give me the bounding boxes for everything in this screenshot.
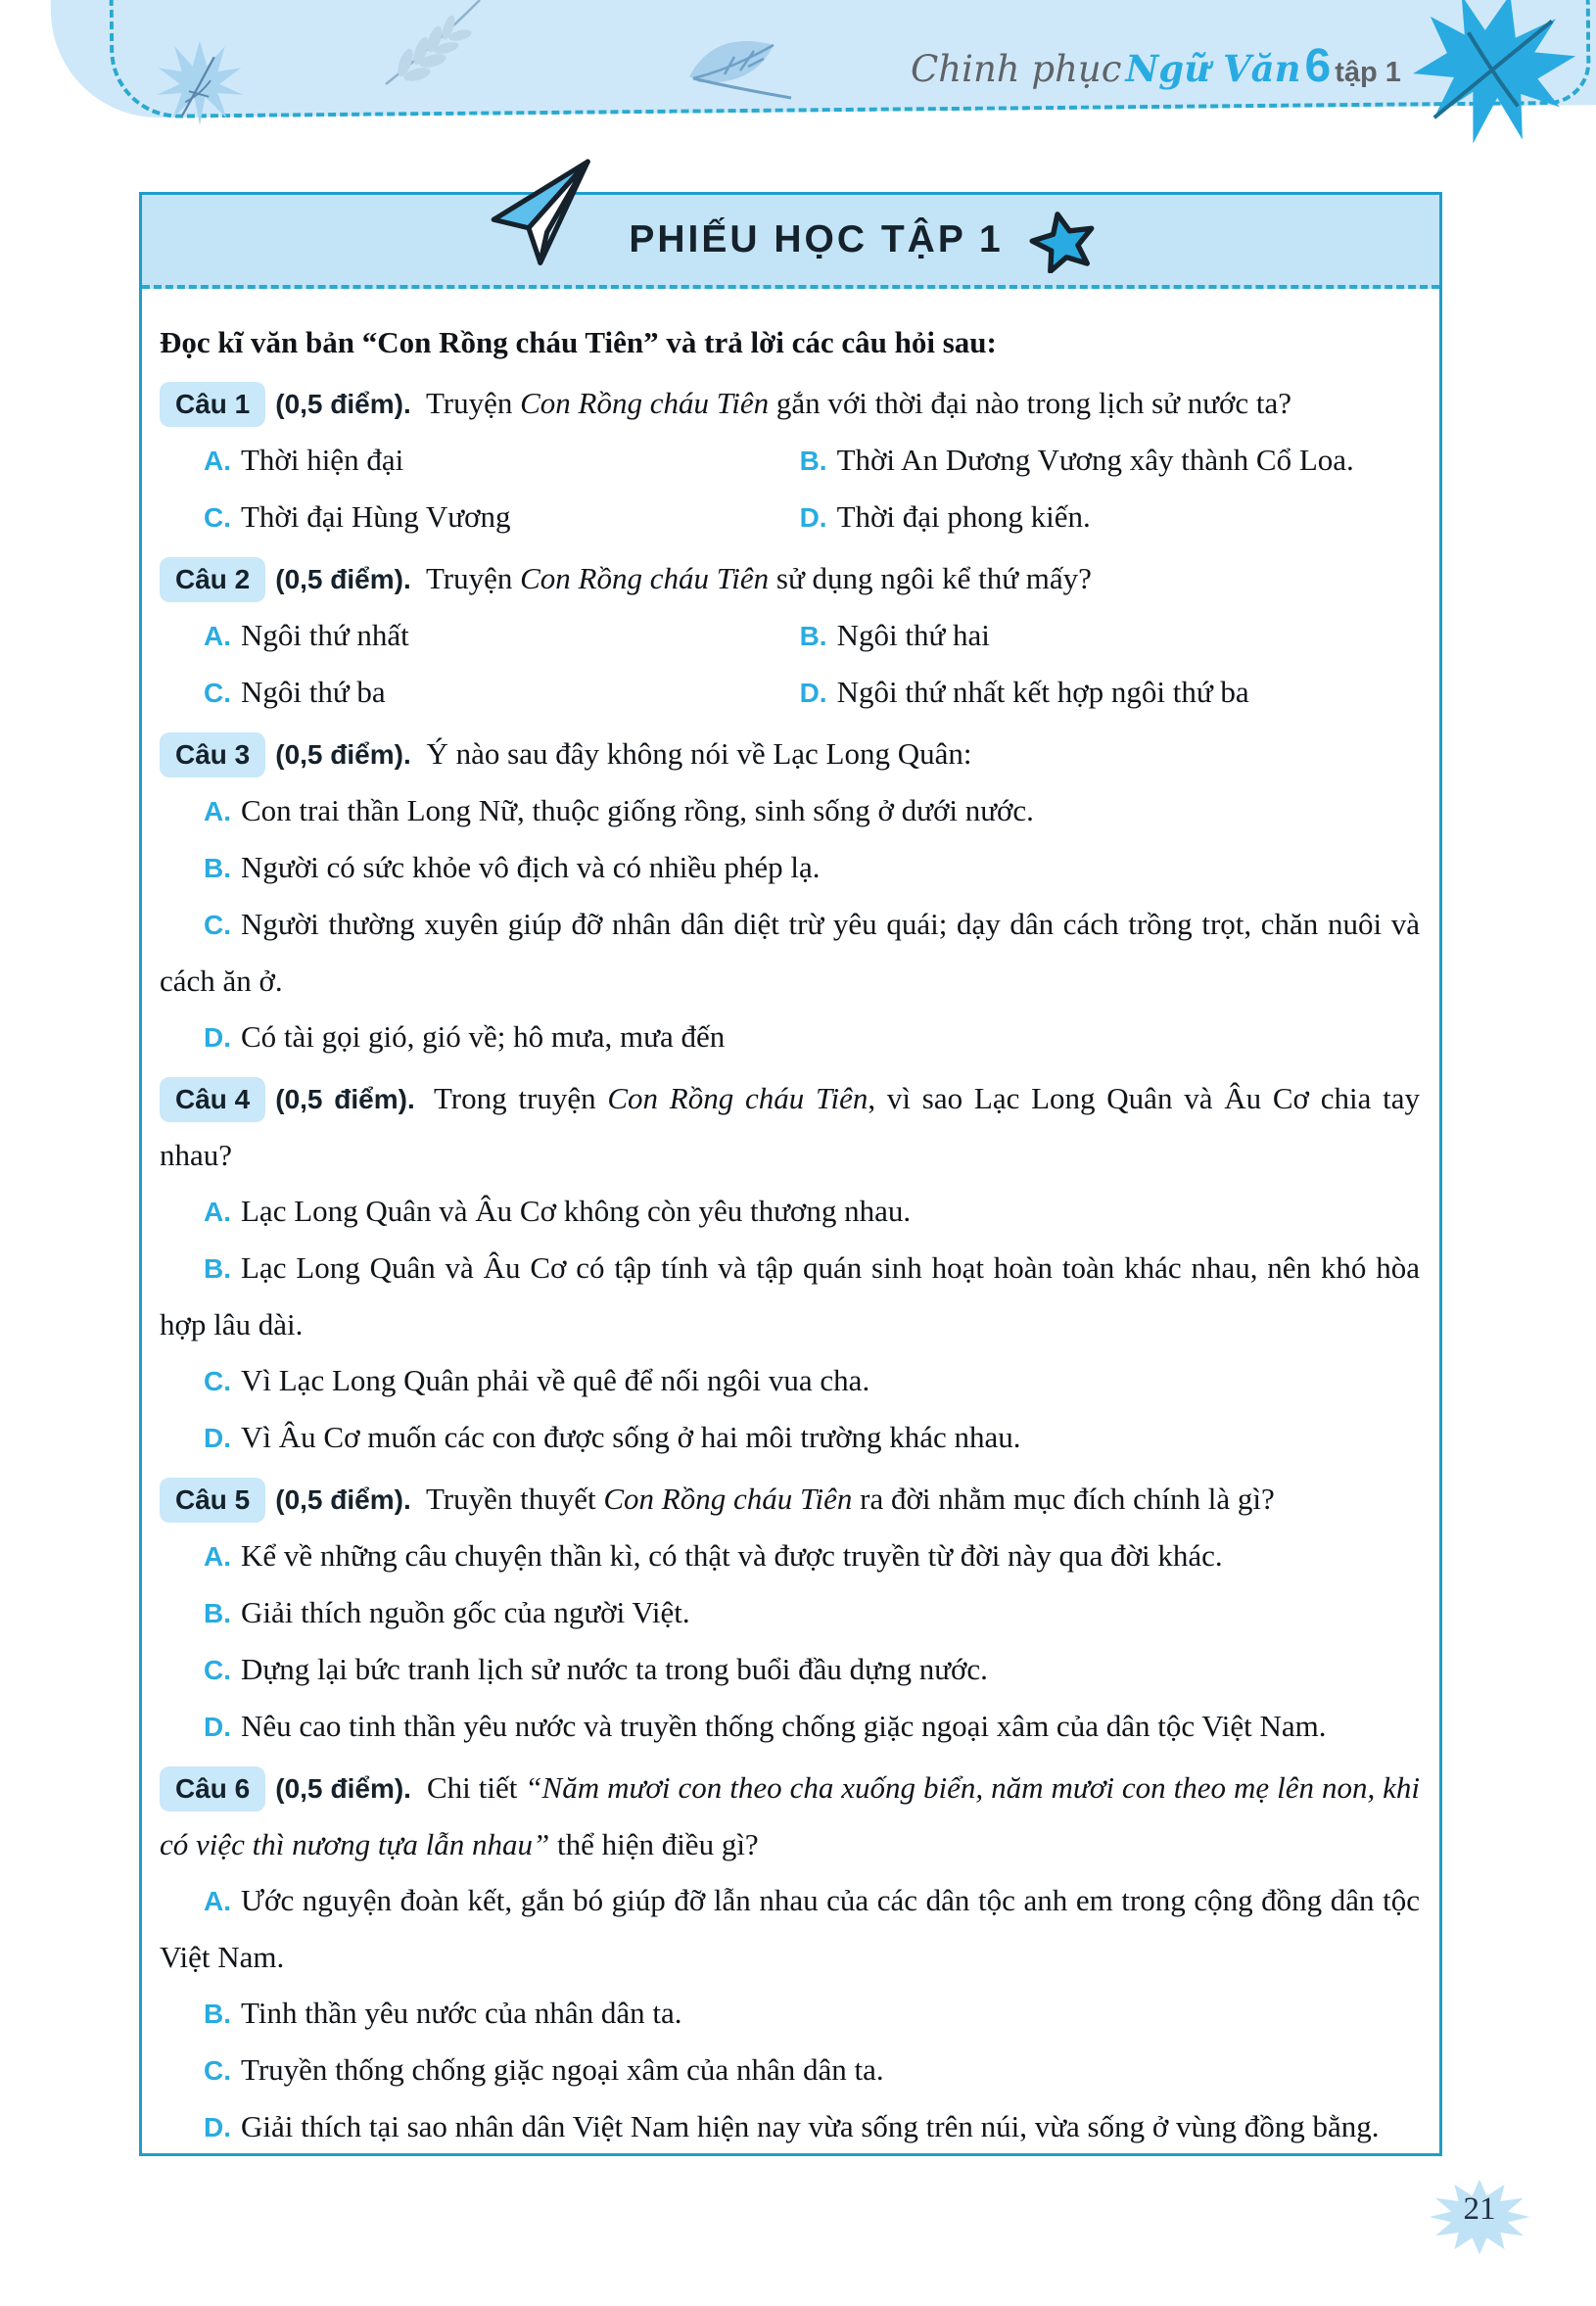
option-letter: B. <box>204 1999 231 2029</box>
stem-text: Trong truyện <box>433 1081 608 1115</box>
option-letter: A. <box>204 796 231 826</box>
option-a: A. Ngôi thứ nhất <box>204 618 409 652</box>
option-letter: C. <box>204 1366 231 1396</box>
option-d: D. Nêu cao tinh thần yêu nước và truyền thống chống giặc ngoại xâm của dân tộc Việt Nam. <box>204 1709 1327 1743</box>
option-letter: A. <box>204 1197 231 1227</box>
option-letter: D. <box>204 1022 231 1053</box>
option-letter: C. <box>204 502 231 533</box>
options <box>160 1183 1420 1466</box>
star-icon <box>1029 211 1098 273</box>
stem-text: Truyền thuyết <box>425 1482 604 1516</box>
option-letter: C. <box>204 1655 231 1685</box>
option-b: B. Thời An Dương Vương xây thành Cổ Loa. <box>799 443 1354 477</box>
options <box>160 432 1420 545</box>
options <box>160 1872 1420 2155</box>
option-d: D. Có tài gọi gió, gió về; hô mưa, mưa đến <box>204 1019 726 1054</box>
option-letter: D. <box>204 1712 231 1742</box>
option-letter: C. <box>204 2055 231 2086</box>
stem-text: thể hiện điều gì? <box>549 1827 759 1861</box>
option-letter: B. <box>204 1598 231 1628</box>
option-c: C. Vì Lạc Long Quân phải về quê để nối ngôi vua cha. <box>204 1363 870 1397</box>
stem-text: Truyện <box>425 386 521 420</box>
brand-name: Ngữ Văn <box>1125 47 1301 90</box>
option-d: D. Ngôi thứ nhất kết hợp ngôi thứ ba <box>799 675 1249 709</box>
option-letter: A. <box>204 1541 231 1572</box>
worksheet-banner <box>142 195 1439 289</box>
option-letter: C. <box>204 910 231 940</box>
question-badge: Câu 4 <box>160 1077 265 1122</box>
option-d: D. Giải thích tại sao nhân dân Việt Nam hiện nay vừa sống trên núi, vừa sống ở vùng đồng bằng. <box>204 2109 1380 2143</box>
option-letter: B. <box>204 1253 231 1284</box>
stem-text: gắn với thời đại nào trong lịch sử nước ta? <box>769 386 1292 420</box>
question-points: (0,5 điểm). <box>275 1484 411 1515</box>
question-badge: Câu 3 <box>160 732 265 777</box>
option-letter: C. <box>204 678 231 708</box>
question-badge: Câu 6 <box>160 1766 265 1812</box>
option-b: B. Người có sức khỏe vô địch và có nhiều phép lạ. <box>204 850 821 884</box>
option-a: A. Ước nguyện đoàn kết, gắn bó giúp đỡ lẫn nhau của các dân tộc anh em trong cộng đồng dân tộc Việt Nam. <box>160 1883 1420 1974</box>
brand-suffix: tập 1 <box>1335 57 1401 88</box>
stem-text: , vì sao Lạc Long Quân và Âu Cơ chia tay nhau? <box>160 1081 1420 1172</box>
instructions: Đọc kĩ văn bản “Con Rồng cháu Tiên” và trả lời các câu hỏi sau: <box>160 325 997 359</box>
stem-text: Con Rồng cháu Tiên <box>607 1081 868 1115</box>
option-a: A. Kể về những câu chuyện thần kì, có thật và được truyền từ đời này qua đời khác. <box>204 1538 1223 1573</box>
stem-text: Con Rồng cháu Tiên <box>520 561 770 595</box>
worksheet-content <box>142 289 1439 2155</box>
question-badge: Câu 1 <box>160 382 265 427</box>
option-b: B. Tinh thần yêu nước của nhân dân ta. <box>204 1996 682 2030</box>
stem-text: Chi tiết <box>426 1770 526 1805</box>
paper-plane-icon <box>484 153 603 280</box>
book-brand <box>911 39 1401 93</box>
option-c: C. Ngôi thứ ba <box>204 675 386 709</box>
option-a: A. Thời hiện đại <box>204 443 404 477</box>
question-badge: Câu 5 <box>160 1478 265 1523</box>
question-stem <box>160 1070 1420 1183</box>
option-d: D. Thời đại phong kiến. <box>799 499 1091 534</box>
question-3 <box>160 726 1420 1065</box>
question-stem <box>160 1760 1420 1872</box>
question-points: (0,5 điểm). <box>275 1773 411 1804</box>
option-letter: A. <box>204 621 231 651</box>
option-letter: B. <box>204 853 231 883</box>
fern-leaf-icon <box>378 0 486 88</box>
option-letter: A. <box>204 446 231 476</box>
brand-number: 6 <box>1304 40 1332 92</box>
option-b: B. Lạc Long Quân và Âu Cơ có tập tính và tập quán sinh hoạt hoàn toàn khác nhau, nên khó hòa hợp lâu dài. <box>160 1250 1420 1341</box>
option-c: C. Thời đại Hùng Vương <box>204 499 511 534</box>
question-5 <box>160 1471 1420 1755</box>
option-b: B. Ngôi thứ hai <box>799 618 990 652</box>
questions <box>160 375 1420 2155</box>
question-6 <box>160 1760 1420 2155</box>
leaf-icon <box>685 37 795 106</box>
question-stem <box>160 550 1420 607</box>
option-letter: D. <box>799 502 827 533</box>
worksheet-box <box>139 192 1442 2156</box>
question-stem <box>160 375 1420 432</box>
options <box>160 607 1420 721</box>
option-letter: D. <box>204 2112 231 2142</box>
option-c: C. Người thường xuyên giúp đỡ nhân dân diệt trừ yêu quái; dạy dân cách trồng trọt, chăn nuôi và cách ăn ở. <box>160 907 1420 998</box>
option-letter: D. <box>799 678 827 708</box>
option-letter: A. <box>204 1886 231 1916</box>
question-stem <box>160 726 1420 782</box>
options <box>160 1528 1420 1755</box>
question-points: (0,5 điểm). <box>275 389 411 419</box>
page-number: 21 <box>1463 2191 1496 2227</box>
question-stem <box>160 1471 1420 1528</box>
stem-text: ra đời nhằm mục đích chính là gì? <box>852 1482 1275 1516</box>
question-points: (0,5 điểm). <box>275 564 411 594</box>
question-points: (0,5 điểm). <box>275 739 411 770</box>
option-d: D. Vì Âu Cơ muốn các con được sống ở hai môi trường khác nhau. <box>204 1420 1021 1454</box>
question-4 <box>160 1070 1420 1466</box>
page-number-splash <box>1426 2170 1533 2264</box>
options <box>160 782 1420 1065</box>
question-2 <box>160 550 1420 721</box>
stem-text: Con Rồng cháu Tiên <box>520 386 770 420</box>
stem-text: “Năm mươi con theo cha xuống biển, năm mươi con theo mẹ lên non, khi có việc thì nương tựa lẫn nhau” <box>160 1770 1421 1861</box>
question-badge: Câu 2 <box>160 557 265 602</box>
stem-text: Ý nào sau đây không nói về Lạc Long Quân: <box>426 736 972 771</box>
option-letter: B. <box>799 621 827 651</box>
stem-text: sử dụng ngôi kể thứ mấy? <box>769 561 1092 595</box>
option-b: B. Giải thích nguồn gốc của người Việt. <box>204 1595 690 1629</box>
option-letter: D. <box>204 1423 231 1453</box>
option-c: C. Truyền thống chống giặc ngoại xâm của nhân dân ta. <box>204 2052 884 2087</box>
stem-text: Truyện <box>425 561 521 595</box>
maple-leaf-icon <box>1369 0 1596 149</box>
brand-prefix: Chinh phục <box>911 48 1122 90</box>
option-a: A. Lạc Long Quân và Âu Cơ không còn yêu thương nhau. <box>204 1194 912 1228</box>
star-leaf-icon <box>155 37 245 127</box>
question-points: (0,5 điểm). <box>275 1084 415 1114</box>
option-letter: B. <box>799 446 827 476</box>
question-1 <box>160 375 1420 545</box>
option-c: C. Dựng lại bức tranh lịch sử nước ta trong buổi đầu dựng nước. <box>204 1652 988 1686</box>
option-a: A. Con trai thần Long Nữ, thuộc giống rồng, sinh sống ở dưới nước. <box>204 793 1034 827</box>
worksheet-title: PHIẾU HỌC TẬP 1 <box>629 218 1004 260</box>
stem-text: Con Rồng cháu Tiên <box>603 1482 853 1516</box>
